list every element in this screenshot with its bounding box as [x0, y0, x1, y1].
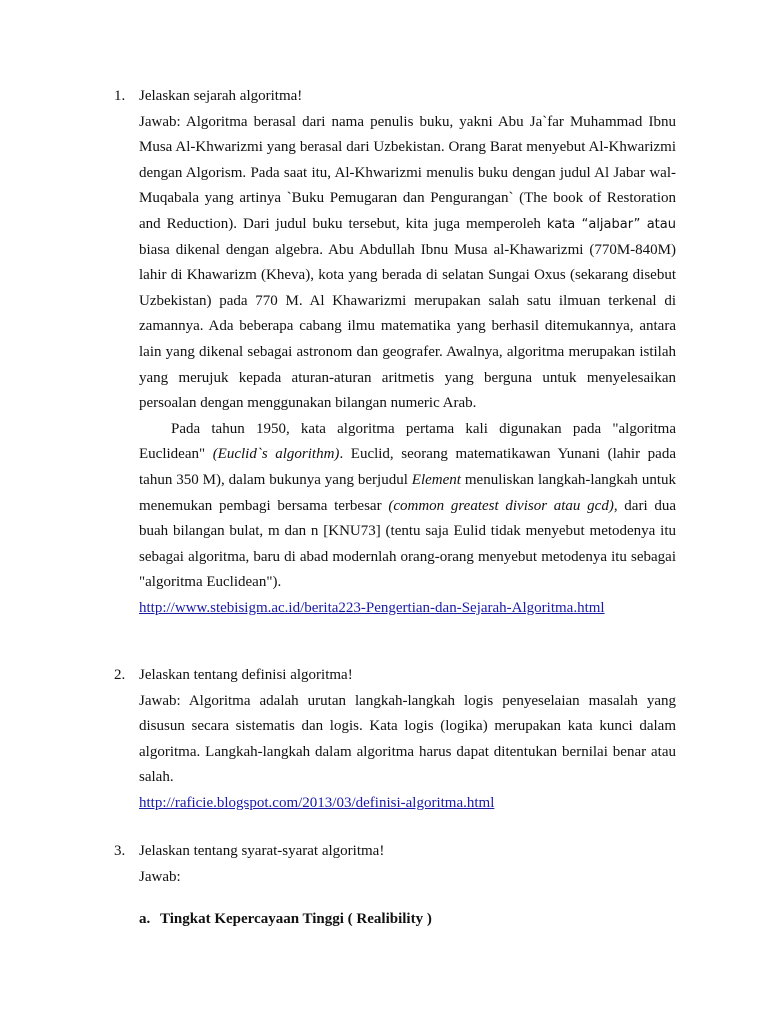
list-item-3 [114, 839, 676, 933]
list-item-2 [114, 663, 676, 817]
subheading-title: Tingkat Kepercayaan Tinggi ( Realibility ) [160, 911, 432, 928]
answer-paragraph [139, 417, 676, 596]
answer-text: menuliskan langkah-langkah untuk menemukan pembagi bersama terbesar [139, 471, 676, 514]
item-body [139, 839, 676, 933]
answer-text-sans: kata “aljabar” atau [546, 216, 676, 232]
answer-emphasis: (Euclid`s algorithm) [212, 446, 340, 463]
answer-text: Jawab: Algoritma berasal dari nama penulis buku, yakni Abu Ja`far Muhammad Ibnu Musa Al-Khwarizmi yang berasal dari Uzbekistan. Orang Barat menyebut Al-Khwarizmi dengan Algorism. Pada saat itu, Al-Khwarizmi menulis buku dengan judul Al Jabar wal-Muqabala yang artinya `Buku Pemugaran dan Pengurangan` (The book of Restoration and Reduction). Dari judul buku tersebut, kita juga memperoleh [139, 113, 676, 232]
answer-emphasis: Element [411, 471, 461, 488]
question-text: Jelaskan tentang definisi algoritma! [139, 667, 353, 683]
reference-link[interactable]: http://www.stebisigm.ac.id/berita223-Pengertian-dan-Sejarah-Algoritma.html [139, 599, 605, 616]
subheading [139, 907, 676, 933]
reference-link[interactable]: http://raficie.blogspot.com/2013/03/definisi-algoritma.html [139, 794, 495, 811]
question-text: Jelaskan sejarah algoritma! [139, 88, 303, 104]
answer-text: biasa dikenal dengan algebra. Abu Abdullah Ibnu Musa al-Khawarizmi (770M-840M) lahir di Khawarizm (Kheva), kota yang berada di selatan Sungai Oxus (sekarang disebut Uzbekistan) pada 770 M. Al Khawarizmi merupakan salah satu ilmuan terkenal di zamannya. Ada beberapa cabang ilmu matematika yang berhasil ditemukannya, antara lain yang dikenal sebagai astronom dan geografer. Awalnya, algoritma merupakan istilah yang merujuk kepada aturan-aturan aritmetis yang berguna untuk menyelesaikan persoalan dengan menggunakan bilangan numeric Arab. [139, 241, 676, 412]
answer-text: , dari dua buah bilangan bulat, m dan n [KNU73] (tentu saja Eulid tidak menyebut metodenya itu sebagai algoritma, baru di abad modernlah orang-orang menyebut metodenya itu sebagai "algoritma Euclidean"). [139, 497, 677, 591]
answer-emphasis: (common greatest divisor atau gcd) [388, 497, 614, 514]
item-number: 2. [114, 667, 126, 683]
answer-text: Pada tahun 1950, kata algoritma pertama kali digunakan pada "algoritma Euclidean" [139, 420, 676, 463]
item-body [139, 663, 676, 817]
answer-paragraph: Jawab: Algoritma adalah urutan langkah-langkah logis penyeselaian masalah yang disusun secara sistematis dan logis. Kata logis (logika) merupakan kata kunci dalam algoritma. Langkah-langkah dalam algoritma harus dapat ditentukan bernilai benar atau salah. [139, 692, 676, 786]
item-body [139, 84, 676, 621]
subheading-letter: a. [139, 911, 151, 928]
answer-text: Jawab: [139, 868, 181, 885]
answer-paragraph [139, 110, 676, 417]
list-item-1 [114, 84, 676, 621]
answer-text: . Euclid, seorang matematikawan Yunani (lahir pada tahun 350 M), dalam bukunya yang berjudul [139, 446, 676, 488]
item-number: 1. [114, 88, 126, 104]
question-text: Jelaskan tentang syarat-syarat algoritma! [139, 843, 385, 859]
item-number: 3. [114, 843, 126, 859]
